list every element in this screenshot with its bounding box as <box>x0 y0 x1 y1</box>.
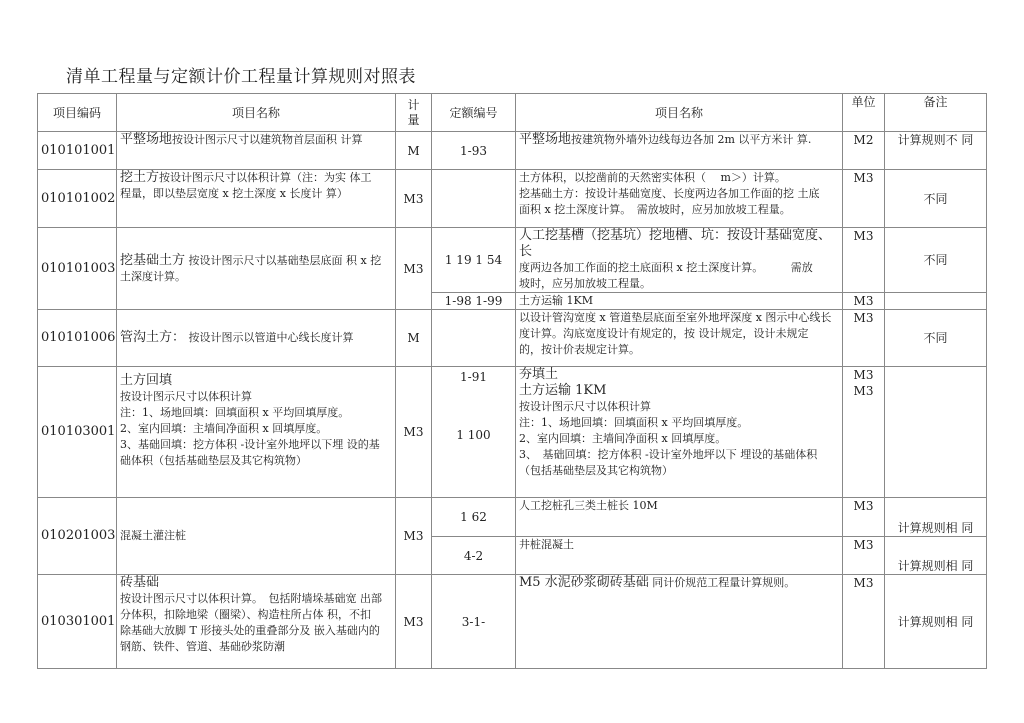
row-code: 010101001 <box>38 132 117 170</box>
row-unit: M3 <box>396 170 432 228</box>
row-quota-rest: 同计价规范工程量计算规则。 <box>652 576 796 589</box>
row-unit: M3 <box>396 575 432 669</box>
row-name-main: 土方回填 <box>120 373 173 388</box>
row-unit: M3 <box>396 498 432 575</box>
row-name-main: 挖土方 <box>120 170 160 185</box>
row-name-rest: 按设计图示尺寸以建筑物首层面积 计算 <box>172 133 363 146</box>
row-name <box>117 310 396 367</box>
row-unit: M3 <box>396 367 432 498</box>
row-quota-line: 坡时，应另加放坡工程量。 <box>519 277 651 290</box>
row-name-rest: 按设计图示尺寸以基础垫层底面 积 x 挖 <box>188 253 382 267</box>
row-quota-line: （包括基础垫层及其它构筑物） <box>519 464 673 477</box>
row-name <box>117 228 396 310</box>
row-quota-no: 3-1- <box>432 575 516 669</box>
row-remark: 计算规则相 同 <box>885 575 987 669</box>
row-quota-line: 面积 x 挖土深度计算。 需放坡时，应另加放坡工程量。 <box>519 203 791 216</box>
row-quota-unit <box>843 367 885 498</box>
table-row <box>38 228 987 293</box>
row-quota-line: 度两边各加工作面的挖土底面积 x 挖土深度计算。 需放 <box>519 261 813 274</box>
row-unit: M3 <box>396 228 432 310</box>
row-name <box>117 170 396 228</box>
row-quota-line: 注：1、场地回填：回填面积 x 平均回填厚度。 <box>519 416 749 429</box>
row-quota-unit-a: M3 <box>853 368 874 382</box>
header-code: 项目编码 <box>38 94 117 132</box>
table-row <box>38 367 987 498</box>
row-unit: M <box>396 132 432 170</box>
table-row <box>38 132 987 170</box>
row-quota-name <box>516 575 843 669</box>
row-remark: 不同 <box>885 170 987 228</box>
row-quota-no: 1-93 <box>432 132 516 170</box>
row-name-line: 土深度计算。 <box>120 269 186 283</box>
header-unit-bottom: 量 <box>407 112 420 127</box>
row-code: 010301001 <box>38 575 117 669</box>
row-name-line: 按设计图示尺寸以体积计算 <box>120 390 252 403</box>
row-quota-line: 度计算。沟底宽度设计有规定的，按 设计规定，设计未规定 <box>519 327 809 340</box>
row-name-line: 除基础大放脚 T 形接头处的重叠部分及 嵌入基础内的 <box>120 624 380 637</box>
header-quota-unit: 单位 <box>843 94 885 132</box>
row-quota-line: 挖基础土方：按设计基础宽度、长度两边各加工作面的挖 土底 <box>519 187 820 200</box>
row-quota-unit: M3 <box>843 498 885 537</box>
table-row <box>38 170 987 228</box>
row-code: 010201003 <box>38 498 117 575</box>
row-quota-line: 夯填土 <box>519 367 559 382</box>
row-name <box>117 132 396 170</box>
row-quota-line: 人工挖基槽（挖基坑）挖地槽、坑：按设计基础宽度、 长 <box>519 228 832 259</box>
row-name-main: 砖基础 <box>120 575 160 590</box>
row-name-line: 2、室内回填：主墙间净面积 x 回填厚度。 <box>120 422 328 435</box>
row-quota-line: 以设计管沟宽度 x 管道垫层底面至室外地坪深度 x 图示中心线长 <box>519 311 832 324</box>
row-name-line: 注：1、场地回填：回填面积 x 平均回填厚度。 <box>120 406 350 419</box>
row-quota-name: 人工挖桩孔三类土桩长 10M <box>516 498 843 537</box>
row-quota-unit: M3 <box>843 293 885 310</box>
row-quota-unit: M3 <box>843 575 885 669</box>
row-remark <box>885 367 987 498</box>
row-name-main: 管沟土方： <box>120 330 186 345</box>
row-quota-line: 土方运输 1KM <box>519 383 607 398</box>
row-code: 010101003 <box>38 228 117 310</box>
row-quota-rest: 按建筑物外墙外边线每边各加 2m 以平方米计 算. <box>571 133 812 146</box>
row-name-rest: 按设计图示尺寸以体积计算（注：为实 体工 <box>159 171 372 184</box>
row-quota-no-b: 1 100 <box>456 428 491 442</box>
header-unit <box>396 94 432 132</box>
row-quota-main: M5 水泥砂浆砌砖基础 <box>519 575 649 590</box>
table-row <box>38 310 987 367</box>
row-quota-unit-b: M3 <box>853 384 874 398</box>
row-quota-line: 的，按计价表规定计算。 <box>519 343 640 356</box>
header-quota-name: 项目名称 <box>516 94 843 132</box>
row-quota-main: 平整场地 <box>519 132 572 147</box>
row-quota-line: 按设计图示尺寸以体积计算 <box>519 400 651 413</box>
row-name: 混凝土灌注桩 <box>117 498 396 575</box>
row-name-rest: 按设计图示以管道中心线长度计算 <box>188 331 354 344</box>
row-code: 010101006 <box>38 310 117 367</box>
row-name-main: 挖基础土方 <box>120 252 186 268</box>
row-quota-name <box>516 132 843 170</box>
row-quota-name <box>516 170 843 228</box>
row-remark: 计算规则不 同 <box>885 132 987 170</box>
row-quota-no: 1 62 <box>432 498 516 537</box>
row-code: 010101002 <box>38 170 117 228</box>
page-title: 清单工程量与定额计价工程量计算规则对照表 <box>66 67 416 87</box>
row-quota-unit: M3 <box>843 537 885 575</box>
row-code: 010103001 <box>38 367 117 498</box>
row-remark: 计算规则相 同 <box>885 537 987 575</box>
row-quota-line: 2、室内回填：主墙间净面积 x 回填厚度。 <box>519 432 727 445</box>
row-quota-unit: M3 <box>843 170 885 228</box>
header-quota-no: 定额编号 <box>432 94 516 132</box>
row-quota-no: 1 19 1 54 <box>432 228 516 293</box>
row-name-line: 钢筋、铁件、管道、基础砂浆防潮 <box>120 640 285 653</box>
row-quota-name <box>516 228 843 293</box>
row-quota-line: 土方体积，以挖凿前的天然密实体积（ m＞）计算。 <box>519 171 786 184</box>
header-unit-top: 计 <box>407 97 420 112</box>
table-row <box>38 575 987 669</box>
row-name-line: 程量，即以垫层宽度 x 挖土深度 x 长度计 算） <box>120 187 348 200</box>
row-remark: 计算规则相 同 <box>885 498 987 537</box>
row-quota-name: 土方运输 1KM <box>516 293 843 310</box>
row-name-line: 按设计图示尺寸以体积计算。 包括附墙垛基础宽 出部 <box>120 592 382 605</box>
row-quota-no: 1-98 1-99 <box>432 293 516 310</box>
row-quota-name <box>516 367 843 498</box>
row-name <box>117 575 396 669</box>
row-name-main: 平整场地 <box>120 132 173 147</box>
header-name: 项目名称 <box>117 94 396 132</box>
table-row <box>38 498 987 537</box>
row-quota-unit: M2 <box>843 132 885 170</box>
row-remark <box>885 293 987 310</box>
row-quota-no: 4-2 <box>432 537 516 575</box>
row-quota-unit: M3 <box>843 310 885 367</box>
row-unit: M <box>396 310 432 367</box>
row-quota-name: 井桩混凝土 <box>516 537 843 575</box>
row-quota-name <box>516 310 843 367</box>
row-name-line: 分体积，扣除地梁（圈梁）、构造柱所占体 积，不扣 <box>120 608 371 621</box>
row-quota-no-a: 1-91 <box>460 370 487 384</box>
row-quota-no <box>432 367 516 498</box>
row-name-line: 3、基础回填：挖方体积 -设计室外地坪以下埋 设的基 <box>120 438 380 451</box>
table-header-row <box>38 94 987 132</box>
row-quota-no <box>432 170 516 228</box>
row-name <box>117 367 396 498</box>
row-name-line: 础体积（包括基础垫层及其它构筑物） <box>120 454 307 467</box>
row-quota-unit: M3 <box>843 228 885 293</box>
row-quota-no <box>432 310 516 367</box>
row-remark: 不同 <box>885 310 987 367</box>
header-remark: 备注 <box>885 94 987 132</box>
row-remark: 不同 <box>885 228 987 293</box>
comparison-table <box>37 93 987 669</box>
row-quota-line: 3、 基础回填：挖方体积 -设计室外地坪以下 埋设的基础体积 <box>519 448 818 461</box>
